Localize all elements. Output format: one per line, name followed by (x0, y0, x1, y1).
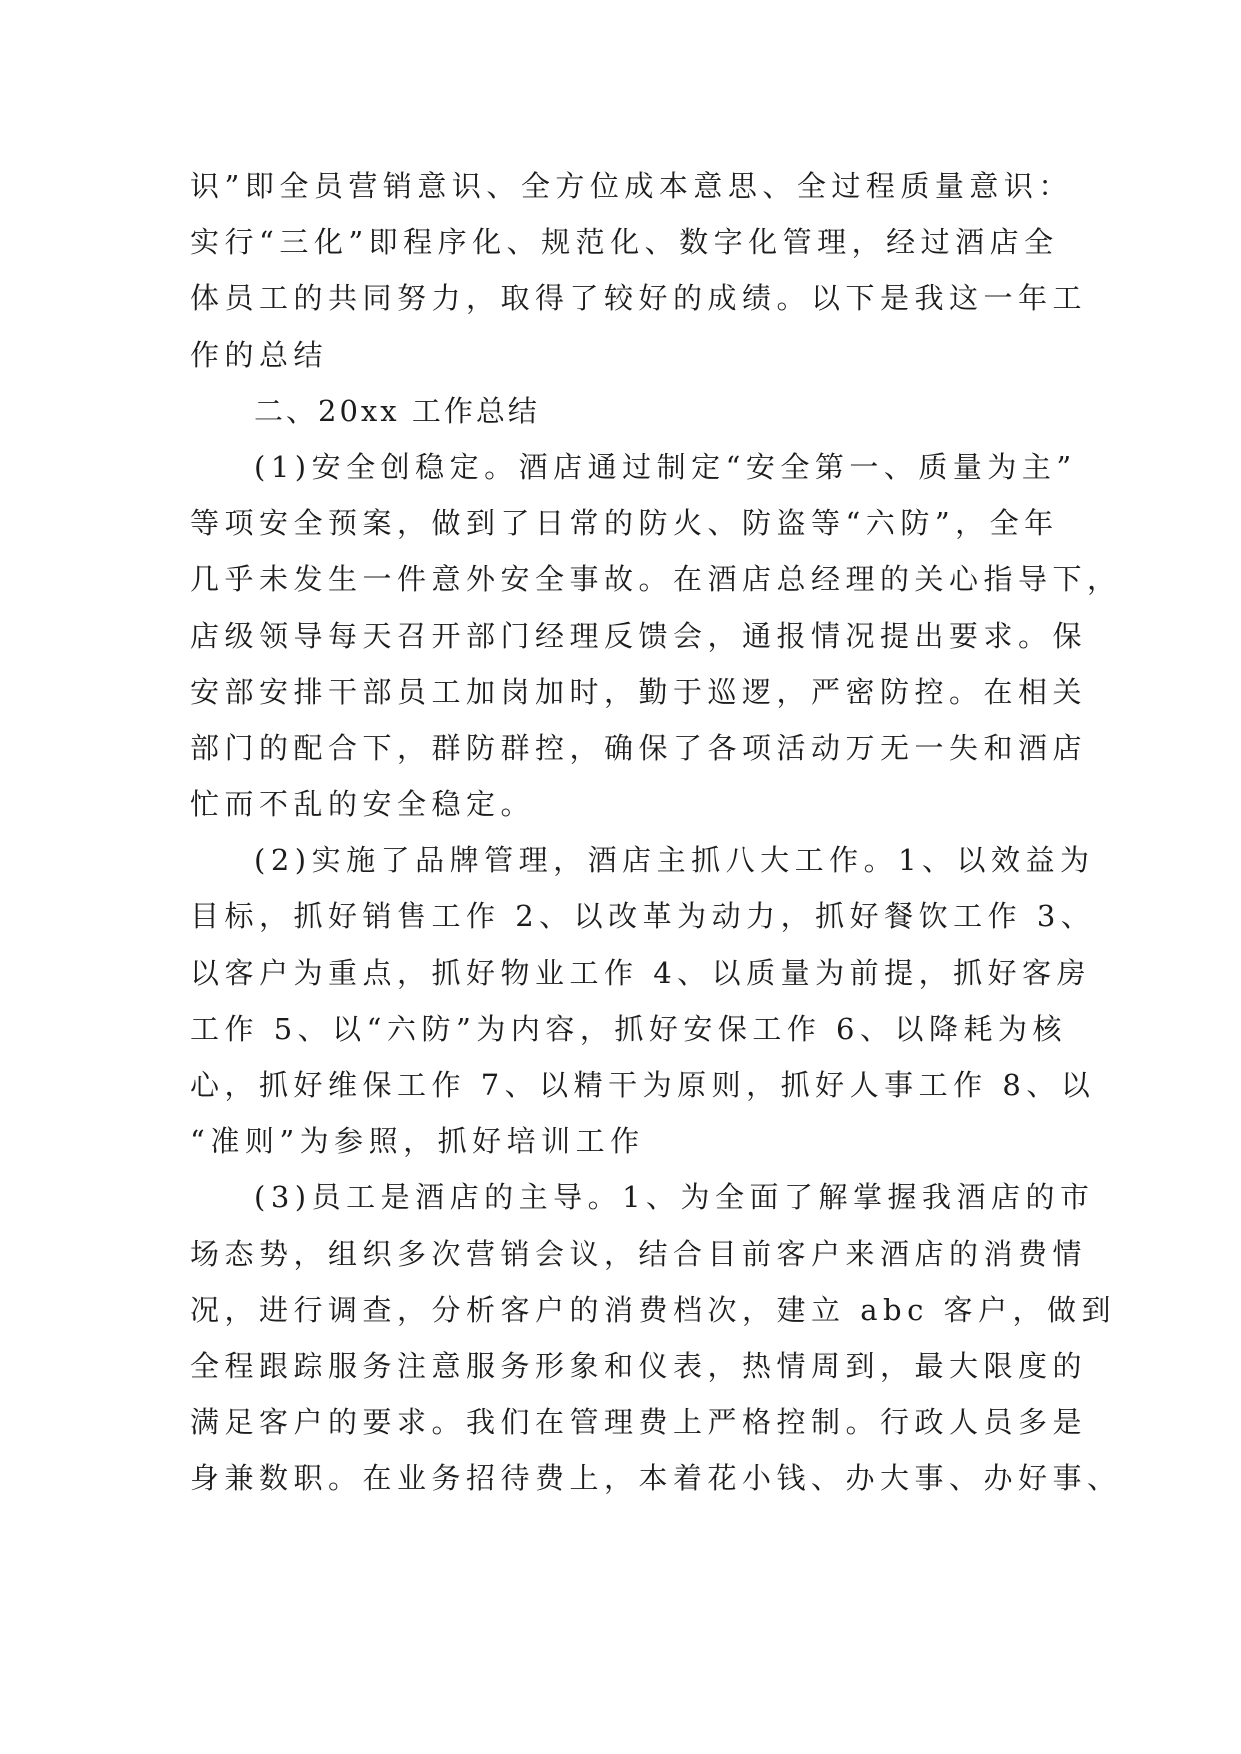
text-line: 工作 5、以“六防”为内容，抓好安保工作 6、以降耗为核 (190, 1011, 1067, 1046)
text-line: 以客户为重点，抓好物业工作 4、以质量为前提，抓好客房 (190, 955, 1092, 990)
text-line: 部门的配合下，群防群控，确保了各项活动万无一失和酒店 (190, 730, 1088, 765)
text-line: 体员工的共同努力，取得了较好的成绩。以下是我这一年工 (190, 281, 1088, 316)
text-line: 实行“三化”即程序化、规范化、数字化管理，经过酒店全 (190, 225, 1059, 260)
text-line: “准则”为参照，抓好培训工作 (190, 1124, 645, 1159)
text-line: 忙而不乱的安全稳定。 (190, 787, 536, 822)
paragraph-start-line: (2)实施了品牌管理，酒店主抓八大工作。1、以效益为 (254, 843, 1095, 878)
text-line: 几乎未发生一件意外安全事故。在酒店总经理的关心指导下， (190, 562, 1122, 597)
text-line: 全程跟踪服务注意服务形象和仪表，热情周到，最大限度的 (190, 1348, 1088, 1383)
text-line: 满足客户的要求。我们在管理费上严格控制。行政人员多是 (190, 1405, 1088, 1440)
text-line: 作的总结 (190, 337, 329, 372)
text-line: 心，抓好维保工作 7、以精干为原则，抓好人事工作 8、以 (190, 1068, 1096, 1102)
document-body (190, 158, 1122, 1507)
text-line: 况，进行调查，分析客户的消费档次，建立 abc 客户，做到 (190, 1292, 1117, 1327)
text-line: 安部安排干部员工加岗加时，勤于巡逻，严密防控。在相关 (190, 674, 1088, 709)
text-line: 识”即全员营销意识、全方位成本意思、全过程质量意识： (190, 169, 1073, 203)
section-heading: 二、20xx 工作总结 (254, 393, 540, 428)
text-line: 场态势，组织多次营销会议，结合目前客户来酒店的消费情 (190, 1236, 1088, 1271)
text-line: 等项安全预案，做到了日常的防火、防盗等“六防”，全年 (190, 506, 1059, 541)
text-line: 身兼数职。在业务招待费上，本着花小钱、办大事、办好事、 (190, 1461, 1122, 1496)
paragraph-start-line: (1)安全创稳定。酒店通过制定“安全第一、质量为主” (254, 449, 1077, 484)
text-line: 店级领导每天召开部门经理反馈会，通报情况提出要求。保 (190, 618, 1088, 653)
paragraph-start-line: (3)员工是酒店的主导。1、为全面了解掌握我酒店的市 (254, 1180, 1095, 1215)
text-line: 目标，抓好销售工作 2、以改革为动力，抓好餐饮工作 3、 (190, 899, 1096, 934)
